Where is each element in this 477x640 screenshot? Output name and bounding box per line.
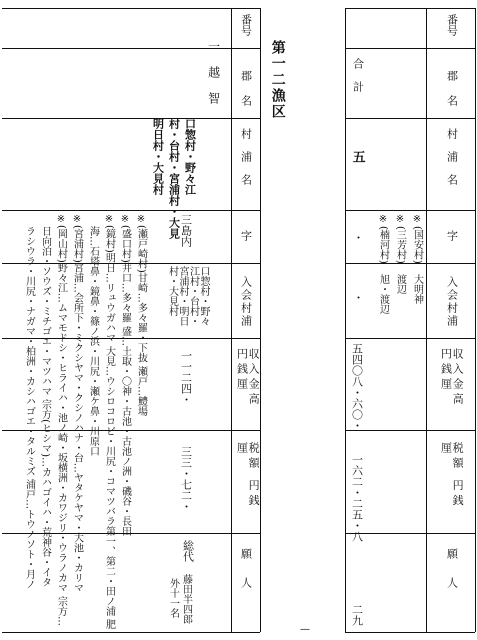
row-divider: [345, 338, 475, 339]
table-border: [260, 8, 261, 632]
table-border: [345, 8, 475, 9]
entry-marker: ※: [377, 214, 389, 225]
row-divider: [345, 48, 475, 49]
table-column-divider: [231, 8, 232, 632]
list-item: ※(宮浦村)宮浦…会所下・ミクシヤマ・クシノハナ・台…ヤタケヤマ・大池・カリマ: [71, 214, 83, 593]
list-item: ※(盛口村)井口…多々羅 盛…土取・〇神・古池・古池ノ洲・磯谷・長田: [119, 214, 131, 536]
tax-value: 三三・七二・: [179, 446, 193, 512]
village-line: 村・台村・宮浦村・大見: [167, 118, 181, 239]
header-gunmei: 郡名: [445, 70, 459, 120]
section-title: 第一二漁区: [269, 40, 286, 120]
table-border: [2, 8, 260, 9]
row-divider: [345, 210, 475, 211]
table-border: [2, 632, 260, 633]
table-border: [345, 632, 475, 633]
header-bango: 番号: [239, 14, 253, 36]
row-divider: [345, 263, 475, 264]
header-iriai: 入会村浦: [445, 276, 459, 328]
iriai-value: 口惣村・野々江村・台村・宮浦村・明日村・大見村: [166, 266, 209, 326]
village-line: 明日村・大見村: [151, 118, 165, 195]
entry-village: (国安村): [411, 226, 423, 264]
summary-tax: 一六二・二五・八: [350, 454, 364, 542]
table-border: [475, 8, 476, 632]
list-item: 日向泊・ソウズ・ミチゴエ・マツハマ 宗方(ヒシマ)…カハゴイハ・荒神谷・イタ: [39, 226, 51, 587]
header-gunmei: 郡名: [239, 70, 253, 120]
income-value: 一一二四・: [179, 350, 193, 405]
entry-place: 旭・渡辺: [377, 274, 389, 314]
summary-count: 五: [349, 150, 365, 163]
list-item: ※(岡山村)野々江…ムマモドシ・ヒライハ・池ノ崎・坂横洲・カワジリ・ウラノカマ 宗方…: [55, 214, 67, 626]
row-divider: [2, 48, 260, 49]
list-item: ラシウラ・川尻・ナガマ・柏洲・カシハゴエ・タルミズ 浦戸…トウノソト・月ノ: [23, 226, 35, 590]
summary-income: 五四〇八・六〇・: [350, 343, 364, 431]
entry-marker: ※: [411, 214, 423, 225]
header-income: 収入金高 円銭厘: [235, 348, 261, 408]
applicant-rep: 総代: [181, 540, 195, 562]
list-item: 海…石塔鼻・鏡鼻・篠ノ浜・川尻・瀬ケ鼻・川原口: [87, 226, 99, 456]
list-item: ※(鏡村)明日…リュウガハマ 大見…ウシロコロビ・川尻・コマツバラ第一、第二・田ノ浦 肥: [103, 214, 115, 630]
applicant-name: 藤田半四郎: [180, 574, 192, 624]
list-item: ※(瀬戸崎村)甘崎…多々羅・下抜 瀬戸…鱧場: [135, 214, 147, 416]
header-aza: 字: [445, 230, 459, 241]
header-income: 収入金高 円銭厘: [439, 348, 465, 408]
table-column-divider: [426, 8, 427, 632]
row-divider: [345, 430, 475, 431]
entry-village: (楠河村): [377, 226, 389, 264]
entry-marker: ※: [394, 214, 406, 225]
village-line: 口惣村・野々江: [183, 118, 197, 195]
header-iriai: 入会村浦: [239, 276, 253, 328]
summary-dot: ・: [351, 292, 365, 303]
header-tax: 税額 円銭厘: [439, 442, 465, 510]
header-applicants: 願人: [239, 548, 253, 606]
row-divider: [2, 210, 260, 211]
page-number: —: [300, 624, 310, 635]
header-sonpo-mei: 村浦名: [239, 128, 253, 197]
table-border: [345, 8, 346, 632]
header-sonpo-mei: 村浦名: [445, 128, 459, 197]
header-bango: 番号: [445, 14, 459, 36]
summary-applicants: 二九: [350, 604, 364, 626]
entry-village: (三芳村): [394, 226, 406, 264]
entry-place: 大明神: [411, 274, 423, 304]
district-name: 一越智: [206, 40, 221, 118]
aza-value: 三島内: [179, 214, 193, 247]
header-tax: 税額 円銭厘: [235, 442, 261, 510]
entry-place: 渡辺: [394, 274, 406, 294]
summary-label: 合計: [351, 58, 365, 104]
applicant-others: 外十一名: [167, 578, 179, 618]
row-divider: [345, 533, 475, 534]
summary-dot: ・: [351, 232, 365, 243]
header-applicants: 願人: [445, 548, 459, 606]
row-divider: [2, 118, 260, 119]
header-aza: 字: [239, 230, 253, 241]
